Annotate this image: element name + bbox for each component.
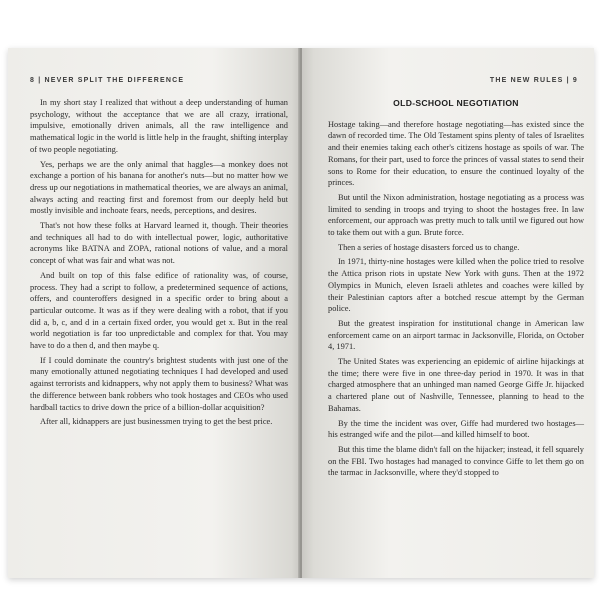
- left-running-head: 8 | NEVER SPLIT THE DIFFERENCE: [30, 77, 185, 84]
- paragraph: But this time the blame didn't fall on the hijacker; instead, it fell squarely on the FBI. Two hostages had managed to convince Giffe to let them go on the tarmac in Jacksonville, where they'd stopped to: [328, 444, 584, 478]
- paragraph: After all, kidnappers are just businessmen trying to get the best price.: [40, 417, 273, 427]
- paragraph: In my short stay I realized that without a deep understanding of human psychology, without the acceptance that we are all crazy, irrational, impulsive, emotionally driven animals, all the raw intelligence and mathematical logic in the world is little help in the fraught, shifting interplay of two people negotiating.: [30, 98, 288, 154]
- paragraph: But until the Nixon administration, hostage negotiating as a process was limited to sending in troops and trying to shoot the hostages free. In law enforcement, our approach was pretty much to talk until we figured out how to take them out with a gun. Brute force.: [328, 192, 584, 238]
- paragraph: If I could dominate the country's brightest students with just one of the many emotionally attuned negotiating techniques I had developed and used against terrorists and kidnappers, why not apply them to business? What was the difference between bank robbers who took hostages and CEOs who used hardball tactics to drive down the price of a billion-dollar acquisition?: [30, 355, 288, 412]
- paragraph: In 1971, thirty-nine hostages were killed when the police tried to resolve the Attica prison riots in upstate New York with guns. Then at the 1972 Olympics in Munich, eleven Israeli athletes and coaches were killed by their Palestinian captors after a botched rescue attempt by the German police.: [328, 257, 584, 314]
- paragraph: The United States was experiencing an epidemic of airline hijackings at the time; there were five in one three-day period in 1970. It was in that charged atmosphere that an unhinged man named George Giffe Jr. hijacked a chartered plane out of Nashville, Tennessee, planning to head to the Bahamas.: [328, 357, 584, 413]
- book-spread: [8, 48, 594, 578]
- paragraph: Then a series of hostage disasters forced us to change.: [338, 242, 520, 252]
- paragraph: By the time the incident was over, Giffe had murdered two hostages—his estranged wife and the pilot—and killed himself to boot.: [328, 418, 584, 440]
- left-page-text: [30, 97, 288, 431]
- right-running-head: THE NEW RULES | 9: [489, 77, 578, 84]
- paragraph: Yes, perhaps we are the only animal that haggles—a monkey does not exchange a portion of his banana for another's nuts—but no matter how we dress up our negotiations in mathematical theories, we are always an animal, always acting and reacting first and foremost from our deeply held but mostly invisible and inchoate fears, needs, perceptions, and desires.: [30, 159, 288, 216]
- left-page: [8, 48, 300, 578]
- paragraph: That's not how these folks at Harvard learned it, though. Their theories and techniques all had to do with intellectual power, logic, authoritative acronyms like BATNA and ZOPA, rational notions of value, and a moral concept of what was fair and what was not.: [30, 221, 288, 266]
- paragraph: But the greatest inspiration for institutional change in American law enforcement came on an airport tarmac in Jacksonville, Florida, on October 4, 1971.: [328, 318, 584, 352]
- section-title: OLD-SCHOOL NEGOTIATION: [393, 98, 519, 108]
- paragraph: Hostage taking—and therefore hostage negotiating—has existed since the dawn of recorded time. The Old Testament spins plenty of tales of Israelites and their enemies taking each other's citizens hostage as spoils of war. The Romans, for their part, used to force the princes of vassal states to send their sons to Rome for their education, to ensure the continued loyalty of the princes.: [328, 119, 584, 188]
- right-page: [302, 48, 594, 578]
- right-page-text: [328, 92, 584, 482]
- paragraph: And built on top of this false edifice of rationality was, of course, process. They had a script to follow, a predetermined sequence of actions, offers, and counteroffers designed in a specific order to bring about a particular outcome. It was as if they were dealing with a robot, that if you did a, b, c, and d in a certain fixed order, you would get x. But in the real world negotiation is far too unpredictable and complex for that. You may have to do a then d, and then maybe q.: [30, 270, 288, 351]
